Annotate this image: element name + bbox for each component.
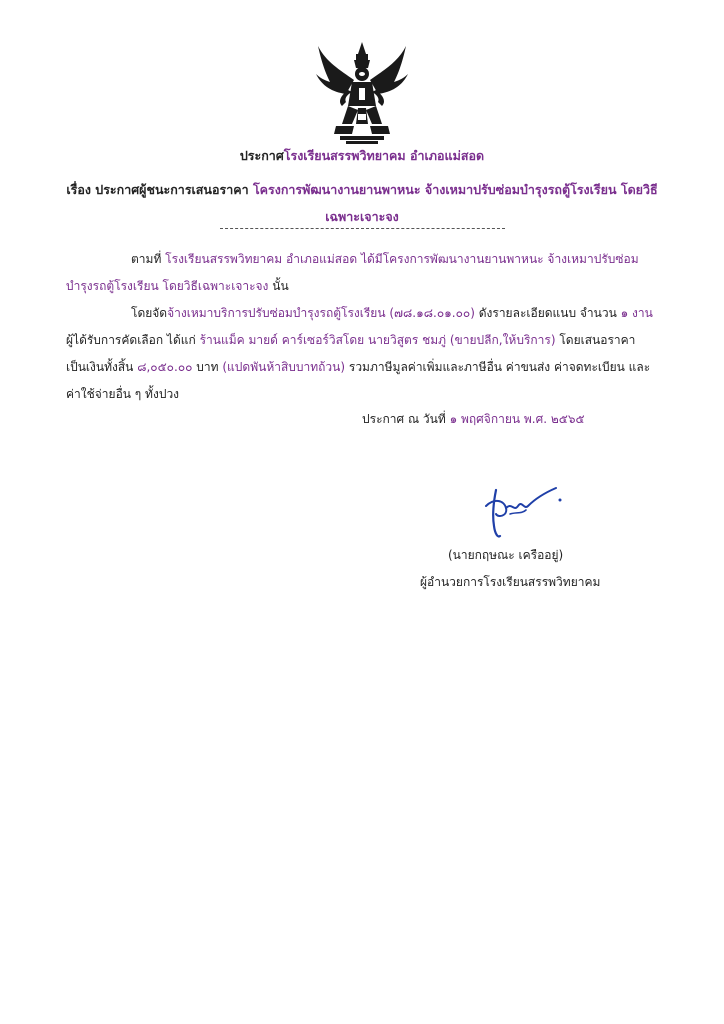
divider-line — [220, 228, 505, 229]
subject-line — [60, 176, 664, 230]
handwritten-signature — [476, 484, 570, 542]
paragraph-award — [66, 300, 658, 408]
signatory-name: (นายกฤษณะ เครืออยู่) — [448, 548, 564, 562]
p2-tail: รวมภาษีมูลค่าเพิ่มและภาษีอื่น ค่าขนส่ง ค่าจดทะเบียน และค่าใช้จ่ายอื่น ๆ ทั้งปวง — [66, 360, 651, 401]
p1-suffix: นั้น — [268, 279, 289, 293]
p2-detail: ดังรายละเอียดแนบ จำนวน — [474, 306, 621, 320]
announcement-title — [0, 146, 724, 166]
p2-prefix: โดยจัด — [131, 306, 168, 320]
p2-item: จ้างเหมาบริการปรับซ่อมบำรุงรถตู้โรงเรียน (๗๘.๑๘.๐๑.๐๐) — [167, 306, 475, 320]
announce-date: ๑ พฤศจิกายน พ.ศ. ๒๕๖๕ — [449, 412, 585, 426]
p2-amount-words: (แปดพันห้าสิบบาทถ้วน) — [222, 360, 346, 374]
announce-prefix: ประกาศ ณ วันที่ — [362, 412, 450, 426]
p1-continuation: บำรุงรถตู้โรงเรียน โดยวิธีเฉพาะเจาะจง — [66, 279, 269, 293]
subject-prefix: เรื่อง ประกาศผู้ชนะการเสนอราคา — [66, 182, 253, 197]
p1-school: โรงเรียนสรรพวิทยาคม อำเภอแม่สอด — [165, 252, 358, 266]
p2-quantity: ๑ งาน — [620, 306, 653, 320]
subject-project: โครงการพัฒนางานยานพาหนะ จ้างเหมาปรับซ่อมบำรุงรถตู้โรงเรียน โดยวิธีเฉพาะเจาะจง — [252, 182, 658, 224]
p1-text: ได้มีโครงการพัฒนางานยานพาหนะ จ้างเหมาปรับซ่อม — [357, 252, 639, 266]
title-prefix: ประกาศ — [239, 148, 284, 163]
p2-baht: บาท — [192, 360, 223, 374]
p2-amount: ๘,๐๕๐.๐๐ — [137, 360, 193, 374]
paragraph-project — [66, 246, 658, 300]
garuda-emblem-icon — [312, 40, 412, 146]
signatory-position: ผู้อำนวยการโรงเรียนสรรพวิทยาคม — [420, 575, 601, 589]
p1-prefix: ตามที่ — [131, 252, 166, 266]
announce-date-line — [362, 410, 585, 429]
p2-selected: ผู้ได้รับการคัดเลือก ได้แก่ — [66, 333, 200, 347]
school-name: โรงเรียนสรรพวิทยาคม อำเภอแม่สอด — [283, 148, 485, 163]
p2-vendor: ร้านแม็ค มายด์ คาร์เซอร์วิสโดย นายวิสูตร ชมภู่ (ขายปลีก,ให้บริการ) — [199, 333, 556, 347]
p2-offer: โดยเสนอราคา เป็นเงินทั้งสิ้น — [66, 333, 636, 374]
